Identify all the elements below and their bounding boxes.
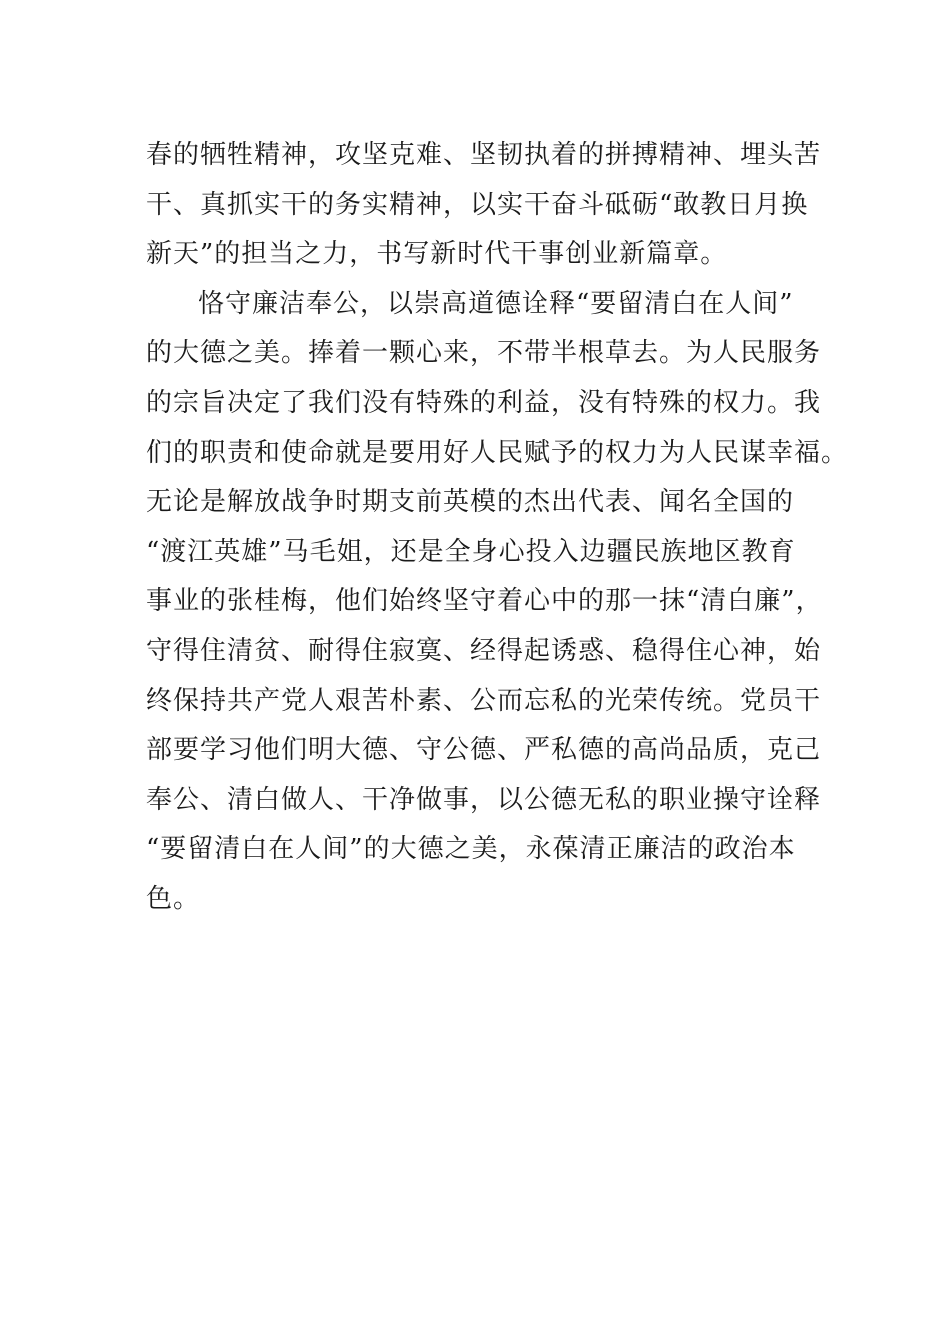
text-line: 奉公、清白做人、干净做事，以公德无私的职业操守诠释 <box>146 784 822 815</box>
text-line: 色。 <box>146 883 201 914</box>
text-line: 恪守廉洁奉公，以崇高道德诠释“要留清白在人间” <box>198 288 794 319</box>
text-line: 们的职责和使命就是要用好人民赋予的权力为人民谋幸福。 <box>146 437 849 468</box>
text-line: 新天”的担当之力，书写新时代干事创业新篇章。 <box>146 239 728 270</box>
body-text <box>146 131 849 925</box>
text-line: “渡江英雄”马毛姐，还是全身心投入边疆民族地区教育 <box>146 536 796 567</box>
text-line: 部要学习他们明大德、守公德、严私德的高尚品质，克己 <box>146 735 822 766</box>
paragraph-1 <box>146 131 822 280</box>
text-line: 守得住清贫、耐得住寂寞、经得起诱惑、稳得住心神，始 <box>146 635 822 666</box>
text-line: 的宗旨决定了我们没有特殊的利益，没有特殊的权力。我 <box>146 387 822 418</box>
text-line: 春的牺牲精神，攻坚克难、坚韧执着的拼搏精神、埋头苦 <box>146 140 822 170</box>
text-line: 干、真抓实干的务实精神，以实干奋斗砥砺“敢教日月换 <box>146 189 809 220</box>
text-line: 的大德之美。捧着一颗心来，不带半根草去。为人民服务 <box>146 338 822 369</box>
text-line: 终保持共产党人艰苦朴素、公而忘私的光荣传统。党员干 <box>146 685 822 716</box>
text-line: 事业的张桂梅，他们始终坚守着心中的那一抹“清白廉”， <box>146 586 823 617</box>
paragraph-2 <box>146 280 849 925</box>
text-line: 无论是解放战争时期支前英模的杰出代表、闻名全国的 <box>146 487 795 518</box>
text-line: “要留清白在人间”的大德之美，永葆清正廉洁的政治本 <box>146 834 796 865</box>
